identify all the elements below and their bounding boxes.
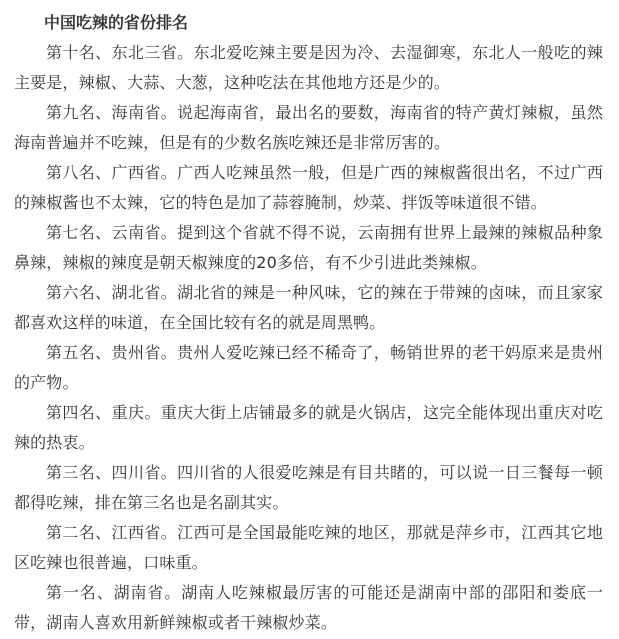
paragraph-rank-8: 第八名、广西省。广西人吃辣虽然一般，但是广西的辣椒酱很出名，不过广西的辣椒酱也不太辣，它的特色是加了蒜蓉腌制，炒菜、拌饭等味道很不错。 bbox=[14, 163, 603, 212]
paragraph-rank-2: 第二名、江西省。江西可是全国最能吃辣的地区，那就是萍乡市，江西其它地区吃辣也很普遍，口味重。 bbox=[14, 523, 603, 572]
paragraph-rank-4: 第四名、重庆。重庆大街上店铺最多的就是火锅店，这完全能体现出重庆对吃辣的热衷。 bbox=[14, 403, 603, 452]
paragraph-rank-10: 第十名、东北三省。东北爱吃辣主要是因为冷、去湿御寒，东北人一般吃的辣主要是，辣椒、大蒜、大葱，这种吃法在其他地方还是少的。 bbox=[14, 43, 603, 92]
paragraph-rank-9: 第九名、海南省。说起海南省，最出名的要数，海南省的特产黄灯辣椒，虽然海南普遍并不吃辣，但是有的少数名族吃辣还是非常厉害的。 bbox=[14, 103, 603, 152]
article-title: 中国吃辣的省份排名 bbox=[44, 13, 189, 32]
paragraph-rank-6: 第六名、湖北省。湖北省的辣是一种风味，它的辣在于带辣的卤味，而且家家都喜欢这样的味道，在全国比较有名的就是周黑鸭。 bbox=[14, 283, 603, 332]
paragraph-rank-7: 第七名、云南省。提到这个省就不得不说，云南拥有世界上最辣的辣椒品种象鼻辣，辣椒的辣度是朝天椒辣度的20多倍，有不少引进此类辣椒。 bbox=[14, 223, 603, 272]
paragraph-rank-5: 第五名、贵州省。贵州人爱吃辣已经不稀奇了，畅销世界的老干妈原来是贵州的产物。 bbox=[14, 343, 603, 392]
paragraph-rank-1: 第一名、湖南省。湖南人吃辣椒最厉害的可能还是湖南中部的邵阳和娄底一带，湖南人喜欢用新鲜辣椒或者干辣椒炒菜。 bbox=[14, 583, 603, 632]
paragraph-rank-3: 第三名、四川省。四川省的人很爱吃辣是有目共睹的，可以说一日三餐每一顿都得吃辣，排在第三名也是名副其实。 bbox=[14, 463, 603, 512]
